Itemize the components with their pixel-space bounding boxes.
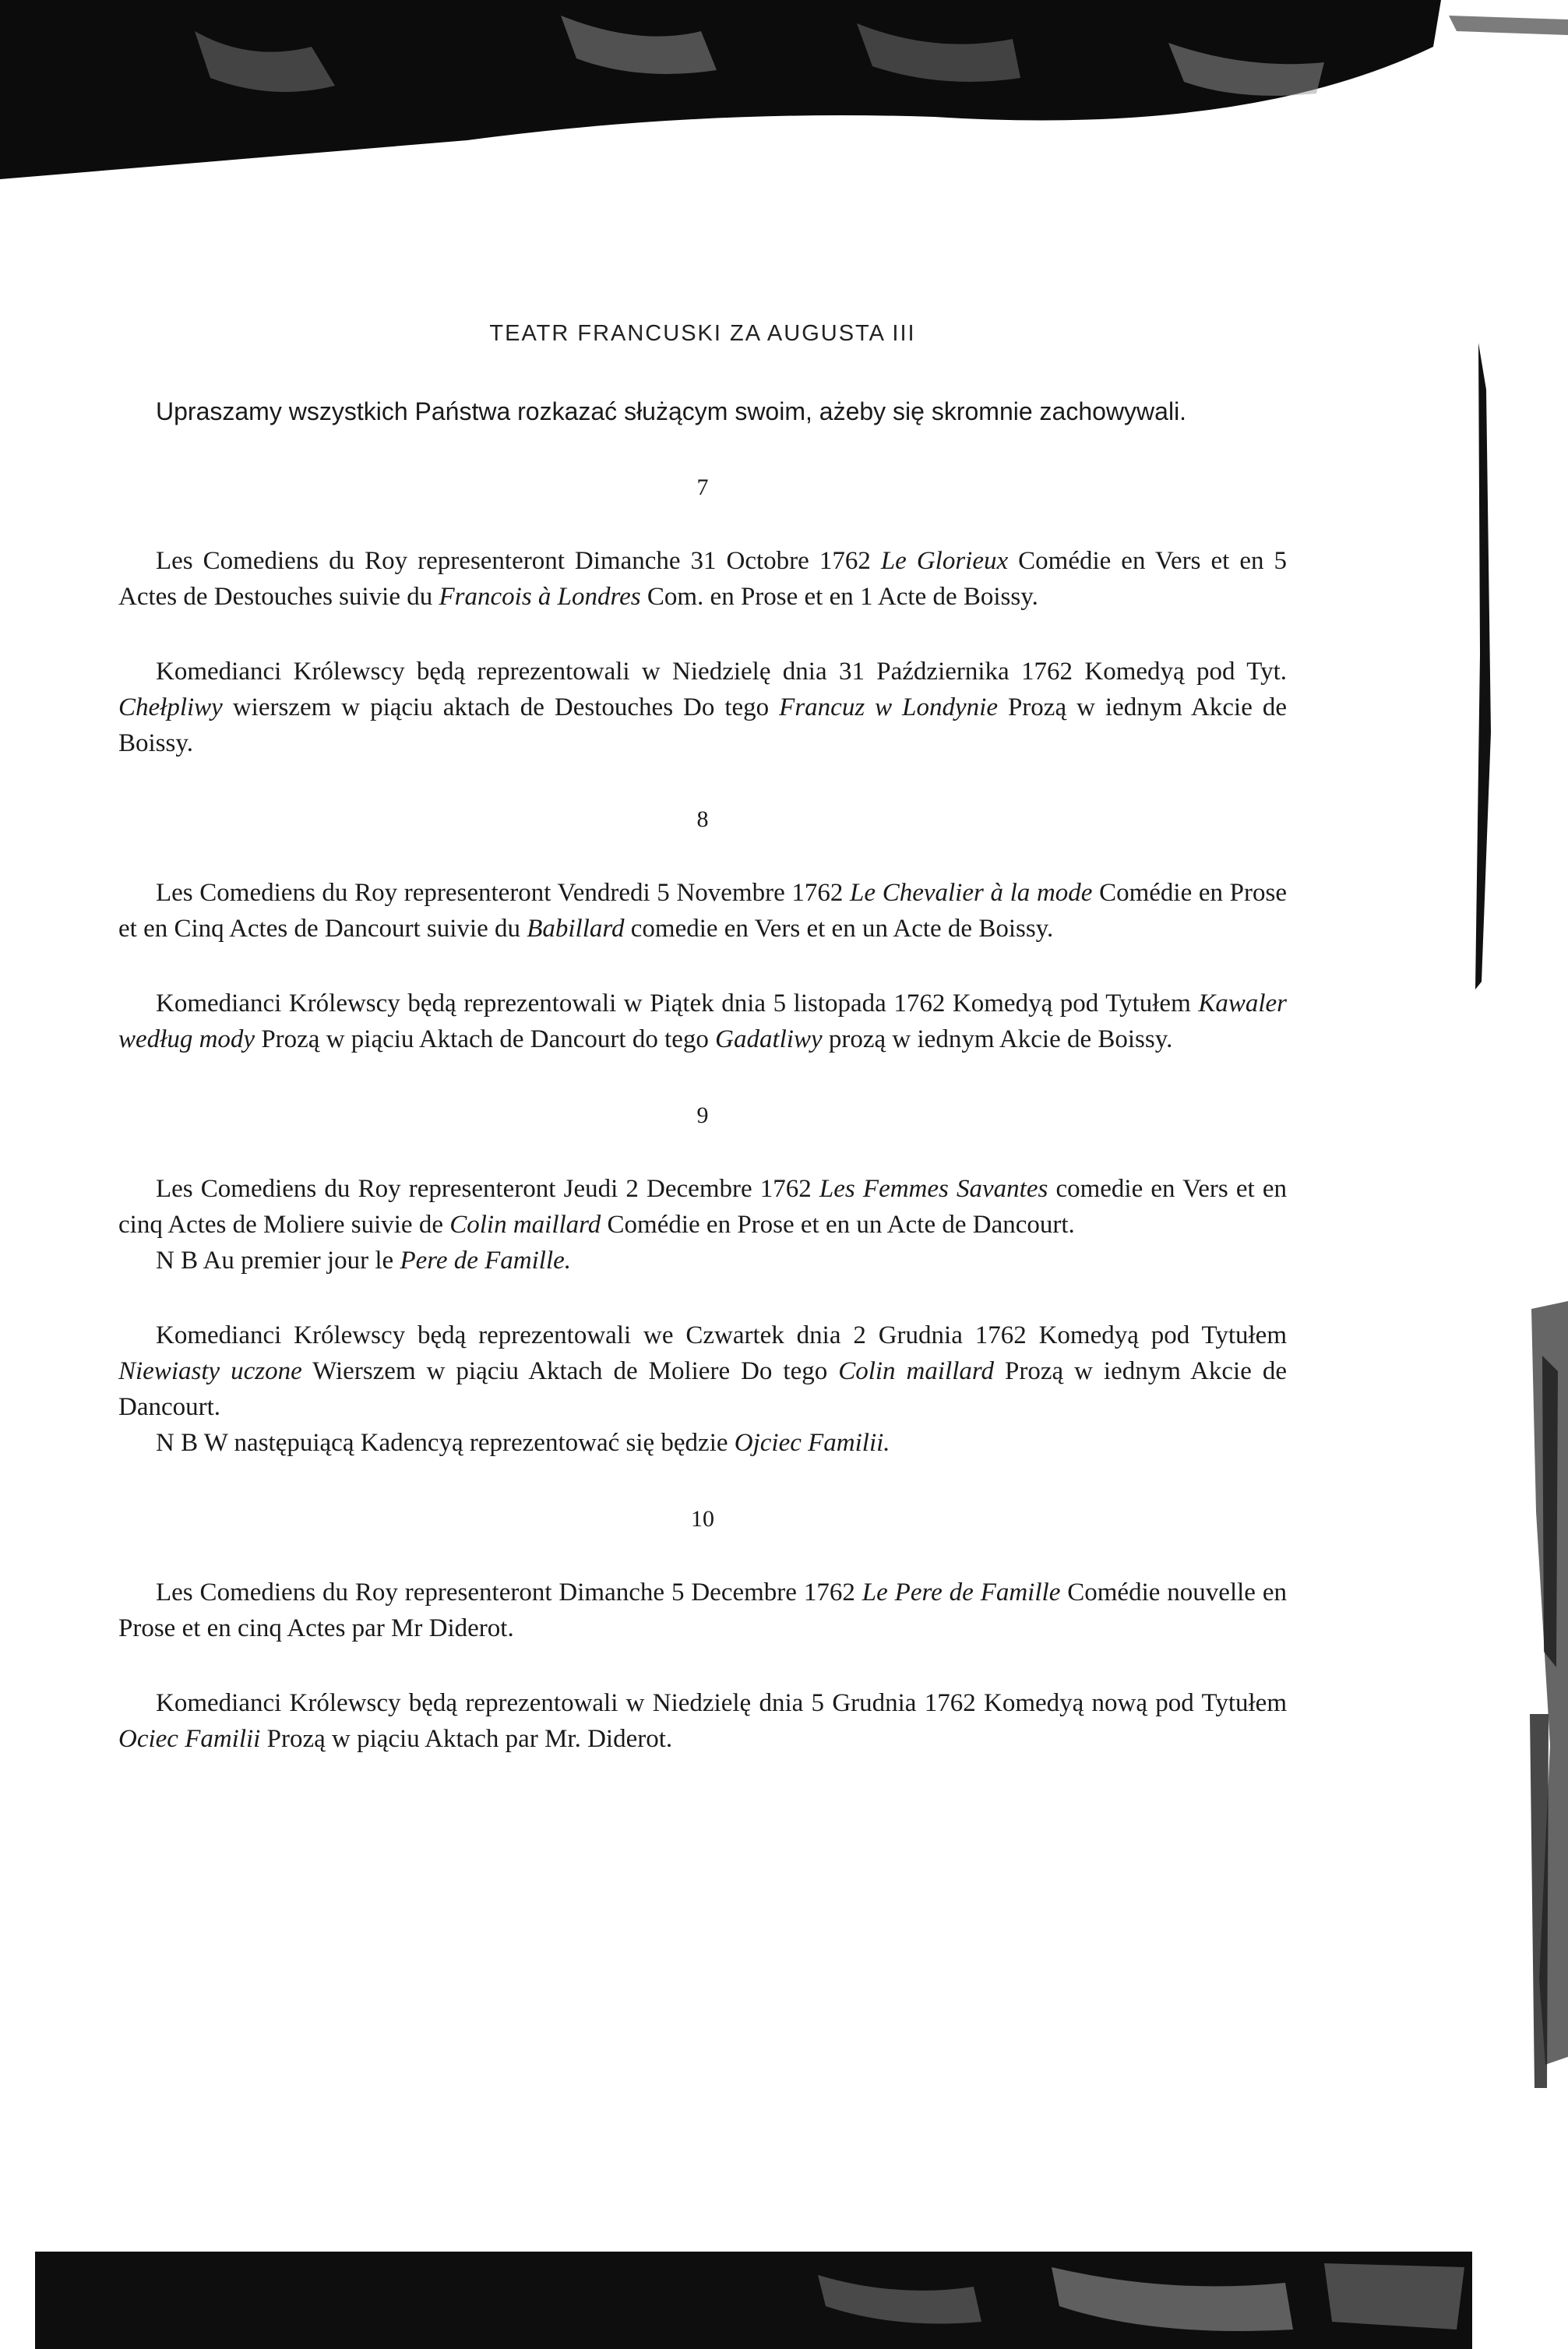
scan-edge-bottom: [0, 2220, 1568, 2349]
play-title: Gadatliwy: [715, 1025, 823, 1053]
running-head: TEATR FRANCUSKI ZA AUGUSTA III: [489, 321, 916, 346]
entry-number: 9: [696, 1102, 709, 1128]
page-body: [118, 321, 1287, 1757]
scan-edge-right: [1464, 187, 1568, 2228]
play-title: Le Glorieux: [880, 547, 1009, 575]
entry-number: 10: [691, 1506, 714, 1532]
entry-number: 8: [696, 806, 709, 832]
play-title: Le Pere de Famille: [862, 1578, 1061, 1607]
play-title: Francois à Londres: [439, 583, 641, 611]
play-title: Niewiasty uczone: [118, 1357, 302, 1385]
french-announcement: Les Comediens du Roy representeront Jeudi 2 Decembre 1762 Les Femmes Savantes comedie en Vers et en cinq Actes de Moliere suivie de Colin maillard Comédie en Prose et en un Acte de Dancourt.: [118, 1175, 1287, 1239]
polish-note: N B W następuiącą Kadencyą reprezentować się będzie Ojciec Familii.: [156, 1429, 890, 1457]
french-announcement: Les Comediens du Roy representeront Dimanche 31 Octobre 1762 Le Glorieux Comédie en Vers et en 5 Actes de Destouches suivie du Francois à Londres Com. en Prose et en 1 Acte de Boissy.: [118, 547, 1287, 611]
play-title: Kawaler według mody: [118, 989, 1287, 1053]
polish-announcement: Komedianci Królewscy będą reprezentowali w Niedzielę dnia 31 Października 1762 Komedyą pod Tyt. Chełpliwy wierszem w piąciu aktach de Destouches Do tego Francuz w Londynie Prozą w iednym Akcie de Boissy.: [118, 658, 1287, 757]
play-title: Colin maillard: [449, 1211, 601, 1239]
play-title: Colin maillard: [838, 1357, 994, 1385]
entry-number: 7: [696, 474, 709, 500]
play-title: Ojciec Familii.: [734, 1429, 890, 1457]
polish-announcement: Komedianci Królewscy będą reprezentowali we Czwartek dnia 2 Grudnia 1762 Komedyą pod Tytułem Niewiasty uczone Wierszem w piąciu Aktach de Moliere Do tego Colin maillard Prozą w iednym Akcie de Dancourt.: [118, 1321, 1287, 1421]
french-note: N B Au premier jour le Pere de Famille.: [156, 1247, 572, 1275]
polish-announcement: Komedianci Królewscy będą reprezentowali w Piątek dnia 5 listopada 1762 Komedyą pod Tytułem Kawaler według mody Prozą w piąciu Aktach de Dancourt do tego Gadatliwy prozą w iednym Akcie de Boissy.: [118, 989, 1287, 1053]
play-title: Les Femmes Savantes: [819, 1175, 1048, 1203]
polish-announcement: Komedianci Królewscy będą reprezentowali w Niedzielę dnia 5 Grudnia 1762 Komedyą nową pod Tytułem Ociec Familii Prozą w piąciu Aktach par Mr. Diderot.: [118, 1689, 1287, 1753]
play-title: Chełpliwy: [118, 693, 223, 721]
play-title: Francuz w Londynie: [779, 693, 998, 721]
play-title: Babillard: [527, 915, 625, 943]
play-title: Le Chevalier à la mode: [850, 879, 1093, 907]
intro-notice: Upraszamy wszystkich Państwa rozkazać służącym swoim, ażeby się skromnie zachowywali.: [156, 397, 1187, 425]
scan-edge-top: [0, 0, 1568, 187]
french-announcement: Les Comediens du Roy representeront Dimanche 5 Decembre 1762 Le Pere de Famille Comédie nouvelle en Prose et en cinq Actes par Mr Diderot.: [118, 1578, 1287, 1642]
french-announcement: Les Comediens du Roy representeront Vendredi 5 Novembre 1762 Le Chevalier à la mode Comédie en Prose et en Cinq Actes de Dancourt suivie du Babillard comedie en Vers et en un Acte de Boissy.: [118, 879, 1288, 943]
play-title: Pere de Famille.: [400, 1247, 572, 1275]
play-title: Ociec Familii: [118, 1725, 261, 1753]
